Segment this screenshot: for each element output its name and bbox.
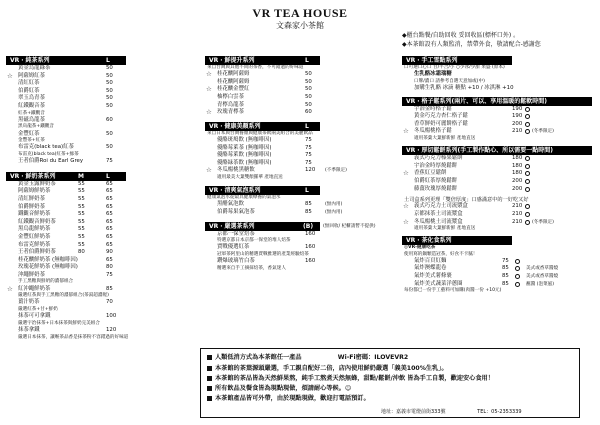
section-milk-tea-items (6, 181, 196, 341)
item-note: 金豐茶+紅茶 (18, 138, 45, 144)
item-name: 加購生乳酪 冰滴 糖點 +10 / 冰淇淋 +10 (414, 85, 514, 91)
checkbox-circle-icon (525, 204, 530, 209)
menu-item (205, 137, 395, 145)
menu-item (402, 71, 597, 79)
item-note: 布雷克(black tea)紅茶+綠茶 (18, 151, 79, 157)
item-price: 180 (512, 155, 523, 162)
info-banner (200, 348, 580, 418)
item-price: 85 (502, 265, 509, 272)
menu-item (6, 117, 196, 125)
item-extra: 美式或香草醬燒 (526, 273, 559, 279)
item-name: 金豐紅茶 (18, 130, 40, 137)
item-price: 50 (305, 86, 312, 93)
menu-item (402, 265, 597, 273)
item-extra: (不季限定) (325, 168, 347, 174)
item-name: 王者伯爵鮮奶茶 (18, 249, 56, 256)
menu-item (6, 299, 196, 307)
item-price-l: 65 (106, 180, 113, 187)
section-title: VR ‧ 格子鬆系列(兩片、可以、享用溫暖的鬆軟時間) (406, 97, 548, 105)
item-name: 京都抹茶土司流漿盒 (414, 210, 463, 217)
item-name: 黃金玉露鮮奶茶 (18, 180, 56, 187)
item-price-l: 65 (106, 241, 113, 248)
section-title: VR ‧ 純茶系列 (10, 57, 50, 64)
item-name: 布雷克(black tea)紅茶 (18, 144, 74, 151)
item-name: 優酪緑茶飲 (無咖啡因) (217, 159, 272, 166)
banner-row: 本茶館的茶葉源頭嚴選，手工親自配好二倍，店內使用鮮奶嚴選「義美100%生乳」。 (207, 363, 448, 372)
item-name: 氣炸美式蔬菜洋蔥圈 (414, 280, 463, 287)
checkbox-circle-icon (525, 107, 530, 112)
item-name: 桂花釀金豐紅 (217, 86, 250, 93)
star-icon: ☆ (403, 202, 409, 211)
item-note: 精選來自手工摘採焙茶，香氣迷人 (217, 265, 286, 271)
item-price: 160 (305, 230, 316, 237)
item-price-l: 65 (106, 233, 113, 240)
section-select-items (205, 231, 395, 272)
item-name: 布雷克鮮奶茶 (18, 241, 51, 248)
item-name: 桂花釀阿薩姆 (217, 71, 250, 78)
size-label: L (305, 57, 309, 64)
item-extra: (冬季限定) (532, 219, 554, 225)
star-icon: ☆ (206, 70, 212, 79)
item-price: 50 (305, 93, 312, 100)
section-select-wrap (205, 222, 395, 231)
menu-item (6, 95, 196, 103)
item-name: 氣炸澳蝶龍卷 (414, 265, 447, 272)
item-price: 50 (305, 101, 312, 108)
checkbox-circle-icon (525, 122, 530, 127)
section-food-header (402, 236, 512, 245)
section-title: VR ‧ 健康美顏系列 (209, 122, 261, 130)
menu-item (402, 219, 597, 227)
item-price: 50 (305, 78, 312, 85)
item-name: 賈戰優選紅茶 (217, 244, 250, 251)
section-title: VR ‧ 茶化食系列 (406, 237, 452, 245)
menu-item (6, 286, 196, 294)
banner-row: 本茶館產品皆可外帶，由於現點現做，歡迎打電話預訂。 (207, 393, 370, 402)
section-title: VR ‧ 鮮奶茶系列 (10, 172, 56, 180)
item-price: 50 (106, 72, 113, 79)
item-extra: (冬季限定) (532, 129, 554, 135)
item-name: 生乳酪冰霜瑞糖 (414, 71, 452, 78)
section-pure-tea-header (6, 56, 126, 65)
section-sub: ◎VR-健康吃茶 (404, 245, 436, 251)
section-sparkling-header (205, 186, 320, 195)
item-price-l: 65 (106, 211, 113, 218)
phone-text: TEL：05-2353339 (477, 409, 522, 415)
item-price-m: 55 (78, 218, 85, 225)
item-price: 210 (512, 218, 523, 225)
item-note: 冠軍茶阿里山的精選賈戰雅選的產業經驗焙茶 (217, 251, 309, 257)
item-price: 50 (106, 80, 113, 87)
menu-item (6, 65, 196, 73)
item-price-l: 90 (106, 249, 113, 256)
item-name: 伯爵紅茶 (18, 87, 40, 94)
section-waffle-header (402, 97, 592, 106)
item-price: 75 (502, 257, 509, 264)
item-name: 優酪莓萊飲 (無咖啡因) (217, 152, 272, 159)
menu-item (402, 113, 597, 121)
item-name: 抹茶可可拿鐵 (18, 313, 51, 320)
item-note: 特選京都日本京都一保堂的堆人焙茶 (217, 238, 291, 244)
checkbox-circle-icon (525, 220, 530, 225)
item-note: 嚴選日本抹茶，讓喉茶品香是抹茶粉不容錯過的好味道 (18, 334, 129, 340)
item-name: 黃金巧克力杏仁格子鬆 (414, 113, 468, 120)
item-price: 180 (512, 170, 523, 177)
item-name: 鑽爆玻璃竹白茶 (217, 258, 255, 265)
menu-item (402, 170, 597, 178)
item-name: 義式巧克力土司流漿盒 (414, 203, 468, 210)
item-note: 黑烏龍茶+鐵觀音 (18, 124, 55, 130)
menu-item (205, 86, 395, 94)
menu-item (6, 327, 196, 335)
item-name: 王者伯爵Roi du Earl Grey (18, 158, 84, 165)
banner-row: 所有飲品及餐食皆為現點現做，煩請耐心等候。☺ (207, 383, 351, 392)
item-price-m: 55 (78, 188, 85, 195)
item-note: 嚴選紅茶與手工黑糖的濃郁組合(茶湯超濃喔) (18, 293, 109, 299)
item-note: 嚴選紅茶+甘+鮮奶 (18, 307, 58, 313)
item-price: 210 (512, 128, 523, 135)
shop-title: VR TEA HOUSE (252, 6, 348, 20)
menu-item (205, 244, 395, 252)
section-milk-tea-header (6, 172, 126, 181)
item-price: 50 (106, 95, 113, 102)
menu-item (6, 242, 196, 250)
item-price-l: 80 (106, 264, 113, 271)
item-price-m: 55 (78, 180, 85, 187)
item-price: 160 (305, 244, 316, 251)
item-price: 210 (512, 210, 523, 217)
menu-item (6, 131, 196, 139)
item-name: 阿薩姆紅茶 (18, 72, 45, 79)
menu-item (6, 272, 196, 280)
item-note: 適用最美大葉雙顏羅華 產地直送 (217, 174, 283, 180)
toast-intro: 土司盒系列更理「雙倍厚度」口感滿意中的一好吃又好 (404, 197, 529, 204)
item-name: 紅鐵觀音茶 (18, 102, 45, 109)
section-note: 每份都已一份手工藝料可加購(肉醬一份 +10元) (404, 288, 502, 294)
item-name: 玫瑰青檸茶 (217, 109, 244, 116)
section-side-note: (無回收/ 杞櫃請暫不提供) (323, 223, 376, 229)
item-name: 冬瓜楊桃黑糖飲 (217, 167, 255, 174)
star-icon: ☆ (206, 166, 212, 175)
item-price-l: 65 (106, 188, 113, 195)
size-label: L (305, 187, 309, 195)
item-price-l: 100 (106, 313, 117, 320)
item-name: 青檸烏龍茶 (217, 101, 244, 108)
item-price: 200 (512, 185, 523, 192)
item-price: 210 (512, 203, 523, 210)
checkbox-circle-icon (525, 156, 530, 161)
checkbox-circle-icon (525, 171, 530, 176)
section-dessert-items (402, 71, 597, 92)
item-extra: (無內用) (325, 202, 343, 208)
section-pancake-header (402, 146, 592, 155)
menu-item (402, 128, 597, 136)
item-name: 伯爵莓果氣泡茶 (217, 208, 255, 215)
item-name: 柚檸白雲茶 (217, 93, 244, 100)
item-price: 50 (106, 87, 113, 94)
item-name: 伯爵紅茶厚燒鬆餅 (414, 177, 458, 184)
item-price-l: 65 (106, 218, 113, 225)
section-note: 來自台灣與其他不同的茶香，不可錯過的好味道 (207, 65, 304, 70)
item-price: 50 (305, 71, 312, 78)
item-price: 190 (512, 105, 523, 112)
star-icon: ☆ (7, 284, 13, 293)
menu-item (205, 109, 395, 117)
menu-item (402, 203, 597, 211)
item-name: 玫瑰花鮮奶茶 (無咖啡因) (18, 264, 78, 271)
menu-item (6, 313, 196, 321)
menu-item (6, 188, 196, 196)
item-price-m: 55 (78, 233, 85, 240)
checkbox-circle-icon (515, 259, 520, 264)
item-name: 金豐紅鮮奶茶 (18, 233, 51, 240)
menu-item (402, 85, 597, 93)
item-name: 優酪莓萊茶 (無咖啡因) (217, 144, 272, 151)
item-name: 清紅鮮奶茶 (18, 195, 45, 202)
section-sparkling-items (205, 201, 395, 216)
item-name: 黑烏龍鮮奶茶 (18, 226, 51, 233)
item-name: 香草鮮奶可麗餅格子鬆 (414, 120, 468, 127)
item-name: 桂花釀鮮奶茶 (無咖啡因) (18, 256, 78, 263)
item-name: 清紅紅茶 (18, 80, 40, 87)
item-name: 紅鐵觀音鮮奶茶 (18, 218, 56, 225)
item-note: 手工黑糖與鮮奶的濃郁組合 (18, 279, 74, 285)
star-icon: ☆ (403, 169, 409, 178)
checkbox-circle-icon (515, 282, 520, 287)
column-3 (402, 56, 597, 294)
item-name: 伯爵鮮奶茶 (18, 203, 45, 210)
item-price: 200 (512, 177, 523, 184)
menu-item (205, 167, 395, 175)
item-price: 160 (305, 258, 316, 265)
item-price: 120 (305, 167, 316, 174)
item-price: 50 (106, 65, 113, 71)
item-name: 紅沖繩鮮奶茶 (18, 285, 51, 292)
size-label: (B) (303, 222, 314, 230)
section-waffle-items (402, 106, 597, 143)
item-price: 50 (106, 102, 113, 109)
menu-item (402, 178, 597, 186)
star-icon: ☆ (206, 85, 212, 94)
item-price-m: 55 (78, 203, 85, 210)
item-price: 75 (305, 144, 312, 151)
checkbox-circle-icon (525, 179, 530, 184)
item-name: 翠玉烏青茶 (18, 95, 45, 102)
section-note: 使用寫的鍋顆造冠茶，好食不卡膩！ (404, 251, 478, 257)
checkbox-circle-icon (525, 212, 530, 217)
item-name: 優酪斑鳩飲 (無咖啡因) (217, 136, 272, 143)
checkbox-circle-icon (525, 129, 530, 134)
item-price: 85 (502, 272, 509, 279)
item-name: 阿薩姆鮮奶茶 (18, 188, 51, 195)
menu-item (6, 234, 196, 242)
section-select-header (205, 222, 320, 231)
item-price-l: 85 (106, 285, 113, 292)
section-title: VR ‧ 嚴選茶系列 (209, 222, 255, 230)
item-note: 適用茶葉大葉鮮新鮮 產地直送 (414, 135, 476, 141)
section-note: 健康氣泡水從最具健康療養的氣泡水 (207, 195, 281, 201)
item-price: 60 (305, 109, 312, 116)
menu-item (402, 211, 597, 219)
item-name: 冬瓜楊桃土司流漿盒 (414, 218, 463, 225)
item-price: 85 (502, 280, 509, 287)
menu-item (402, 186, 597, 194)
star-icon: ☆ (7, 71, 13, 80)
menu-item (6, 264, 196, 272)
menu-item (205, 94, 395, 102)
menu-item (6, 103, 196, 111)
shop-subtitle: 文森家小茶館 (276, 21, 324, 30)
size-label: M (78, 172, 84, 180)
menu-item (6, 226, 196, 234)
item-extra: 美式或香草醬燒 (526, 266, 559, 272)
item-name: 宇治金時格子鬆 (414, 105, 452, 112)
item-price: 60 (106, 116, 113, 123)
item-name: 黑磁烏龍茶 (18, 116, 45, 123)
menu-item (205, 209, 395, 217)
menu-item (402, 281, 597, 289)
item-name: 沖繩鮮奶茶 (18, 271, 45, 278)
notice-2: ◆本茶館設有人類監消，禁帶外食，敬請配合-感謝您 (402, 41, 541, 48)
size-label: L (106, 57, 110, 64)
item-price: 75 (106, 158, 113, 165)
menu-item (402, 273, 597, 281)
item-price: 50 (106, 130, 113, 137)
section-dessert-header (402, 56, 512, 65)
checkbox-circle-icon (525, 187, 530, 192)
section-note: 來自日本與台灣養顏與健康茶飲兩美組合的美麗飲品 (207, 130, 313, 136)
size-label: L (305, 122, 309, 130)
section-fresh-items (205, 71, 395, 117)
item-name: 氣炸百頁紅麵 (414, 257, 447, 264)
item-price: 75 (305, 152, 312, 159)
item-price-l: 65 (106, 195, 113, 202)
item-name: 黃金烏龍綠茶 (18, 65, 51, 71)
menu-item (205, 152, 395, 160)
section-note: 口可選口心口 甘/半合/小 ○少冰/少甜 果盛 (原本) (404, 65, 505, 70)
section-pancake-items (402, 155, 597, 193)
item-price: 75 (305, 159, 312, 166)
item-price-l: 70 (106, 299, 113, 306)
item-price-m: 80 (78, 249, 85, 256)
section-health-header (205, 122, 320, 131)
item-price-l: 65 (106, 203, 113, 210)
item-extra: (無內用) (325, 209, 343, 215)
item-price-l: 65 (106, 256, 113, 263)
menu-item (205, 201, 395, 209)
checkbox-circle-icon (525, 114, 530, 119)
section-food-items (402, 258, 597, 288)
section-pure-tea-items (6, 65, 196, 166)
banner-row: 本茶館的茶品皆為天然鮮果熬，純手工熬煮天然無蜂，甜點/鬆餅/沖飲 皆為手工自製，歡迎安心食用！ (207, 373, 494, 382)
item-extra: 蘸醬 (泡菜風) (526, 281, 555, 287)
menu-item (205, 231, 395, 239)
menu-item (205, 71, 395, 79)
item-name: 桂花釀阿薩姆 (217, 78, 250, 85)
menu-item (6, 80, 196, 88)
banner-footer (381, 408, 552, 415)
item-price: 75 (305, 136, 312, 143)
section-health-items (205, 137, 395, 181)
banner-row: 人類低消方式為本茶館任一產品 Wi-Fi密碼：ILOVEVR2 (207, 352, 408, 361)
item-price-l: 65 (106, 226, 113, 233)
column-2 (205, 56, 395, 272)
item-note: 紅茶+鐵觀音 (18, 110, 45, 116)
column-1 (6, 56, 196, 341)
star-icon: ☆ (403, 127, 409, 136)
item-name: 氣炸美式薯條裹 (414, 272, 452, 279)
item-price-l: 120 (106, 327, 117, 334)
menu-item (205, 258, 395, 266)
item-name: 京都一保堂焙茶 (217, 230, 255, 237)
item-name: 義式巧克力榛果鬆餅 (414, 155, 463, 162)
item-name: 黑醋氣泡飲 (217, 201, 244, 208)
item-name: 藤薑玫瑰厚燒鬆餅 (414, 185, 458, 192)
wifi-text: Wi-Fi密碼：ILOVEVR2 (337, 354, 409, 361)
item-price: 85 (305, 201, 312, 208)
checkbox-circle-icon (515, 266, 520, 271)
item-price-m: 55 (78, 241, 85, 248)
item-price-l: 75 (106, 271, 113, 278)
menu-item (6, 158, 196, 166)
address-text: 地址：嘉義市電燈前街333號 (381, 409, 446, 415)
item-name: 抹茶拿鐵 (18, 327, 40, 334)
menu-item (6, 144, 196, 152)
menu-item (6, 204, 196, 212)
item-name: 鐵觀音鮮奶茶 (18, 211, 51, 218)
menu-item (6, 211, 196, 219)
item-price-m: 55 (78, 195, 85, 202)
item-name: 宇治金時厚燒鬆餅 (414, 162, 458, 169)
item-note: 適用茶葉大葉鮮新鮮 產地直送 (414, 226, 476, 232)
notice-1: ◆櫃台點餐/自助回收 妥回收區(標杯口外) 。 (402, 32, 520, 39)
item-price-m: 55 (78, 226, 85, 233)
menu-item (6, 249, 196, 257)
item-note: 口牌/濃口 請參考自選天意加或(中) (414, 78, 485, 84)
item-name: 薑汁奶茶 (18, 299, 40, 306)
item-price: 200 (512, 120, 523, 127)
item-price: 50 (106, 144, 113, 151)
section-title: VR ‧ 手工雪點系列 (406, 57, 458, 64)
item-name: 香蕉紅豆鬆餅 (414, 170, 447, 177)
checkbox-circle-icon (525, 164, 530, 169)
item-name: 冬瓜楊桃格子鬆 (414, 128, 452, 135)
size-label: L (106, 172, 110, 180)
star-icon: ☆ (403, 217, 409, 226)
menu-item (402, 155, 597, 163)
section-toast-items (402, 203, 597, 232)
item-price: 85 (305, 208, 312, 215)
item-note: 嚴選宇治抹茶+日本抹茶與鮮奶完美組合 (18, 320, 100, 326)
item-price: 180 (512, 162, 523, 169)
section-title: VR ‧ 清爽氣泡系列 (209, 187, 261, 195)
item-price: 190 (512, 113, 523, 120)
section-title: VR ‧ 厚切鬆餅系列(手工製作點心、所以需要一點時間) (406, 147, 554, 155)
section-fresh-header (205, 56, 320, 65)
item-price-m: 55 (78, 211, 85, 218)
star-icon: ☆ (206, 108, 212, 117)
checkbox-circle-icon (515, 274, 520, 279)
menu-item (6, 196, 196, 204)
section-title: VR ‧ 鮮提升系列 (209, 57, 255, 64)
